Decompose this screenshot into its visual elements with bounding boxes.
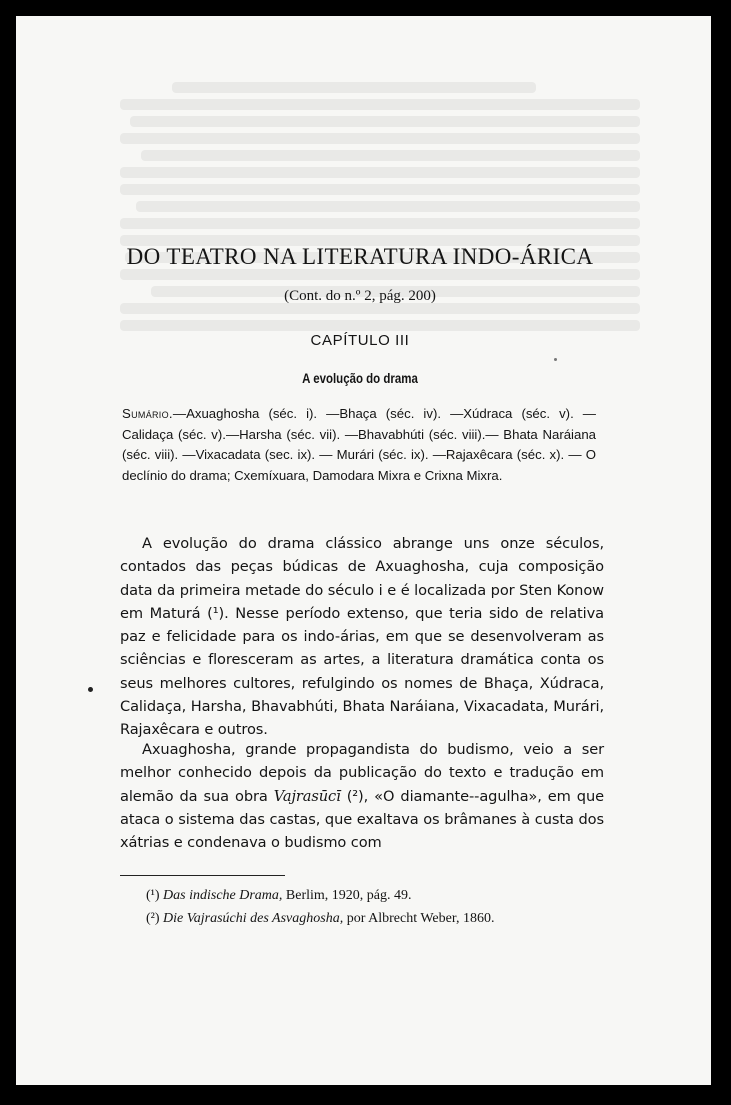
body-paragraph: A evolução do drama clássico abrange uns onze séculos, contados das peças búdicas de Axuaghosha, cuja composição data da primeira metade do século i e é localizada por Sten Konow em Maturá (¹). Nesse período extenso, que teria sido de relativa paz e felicidade para os indo-árias, em que se desenvolveram as sciências e floresceram as artes, a literatura dramática conta os seus melhores cultores, refulgindo os nomes de Bhaça, Xúdraca, Calidaça, Harsha, Bhavabhúti, Bhata Naráiana, Vixacadata, Murári, Rajaxêcara e outros.	[120, 535, 604, 739]
section-heading: A evolução do drama	[302, 370, 418, 386]
paragraph-text: (²), «O diamante--agulha», em que ataca o sistema das castas, que exaltava os brâmanes à custa dos xátrias e condenava o budismo com	[120, 787, 604, 852]
article-title: DO TEATRO NA LITERATURA INDO-ÁRICA	[126, 244, 594, 269]
ink-speck	[554, 358, 557, 361]
summary-label: Sumário.	[122, 406, 173, 421]
scanned-page	[16, 16, 711, 1085]
footnote-text: Berlim, 1920, pág. 49.	[282, 888, 412, 903]
footnote	[146, 884, 596, 907]
paragraph-text: Axuaghosha, grande propagandista do budismo, veio a ser melhor conhecido depois da publicação do texto e tradução em alemão da sua obra	[120, 741, 604, 805]
chapter-summary	[122, 404, 596, 486]
footnote-marker: (²)	[146, 911, 160, 926]
work-title: Vajrasūcī	[273, 787, 341, 805]
footnote	[146, 907, 596, 930]
summary-text: —Axuaghosha (séc. i). —Bhaça (séc. iv). —Xúdraca (séc. v). —Calidaça (séc. v).—Harsha (séc. vii). —Bhavabhúti (séc. viii).— Bhata Naráiana (séc. viii). —Vixacadata (sec. ix). — Murári (séc. ix). —Rajaxêcara (séc. x). — O declínio do drama; Cxemíxuara, Damodara Mixra e Crixna Mixra.	[122, 406, 596, 483]
body-paragraph	[120, 738, 604, 854]
footnotes	[146, 884, 596, 930]
footnote-divider	[120, 875, 285, 876]
footnote-title: Die Vajrasúchi des Asvaghosha,	[163, 911, 344, 926]
ink-speck	[88, 687, 93, 692]
continuation-note: (Cont. do n.º 2, pág. 200)	[284, 288, 436, 304]
chapter-heading: CAPÍTULO III	[310, 332, 410, 349]
footnote-marker: (¹)	[146, 888, 160, 903]
footnote-title: Das indische Drama,	[163, 888, 283, 903]
footnote-text: por Albrecht Weber, 1860.	[343, 911, 495, 926]
